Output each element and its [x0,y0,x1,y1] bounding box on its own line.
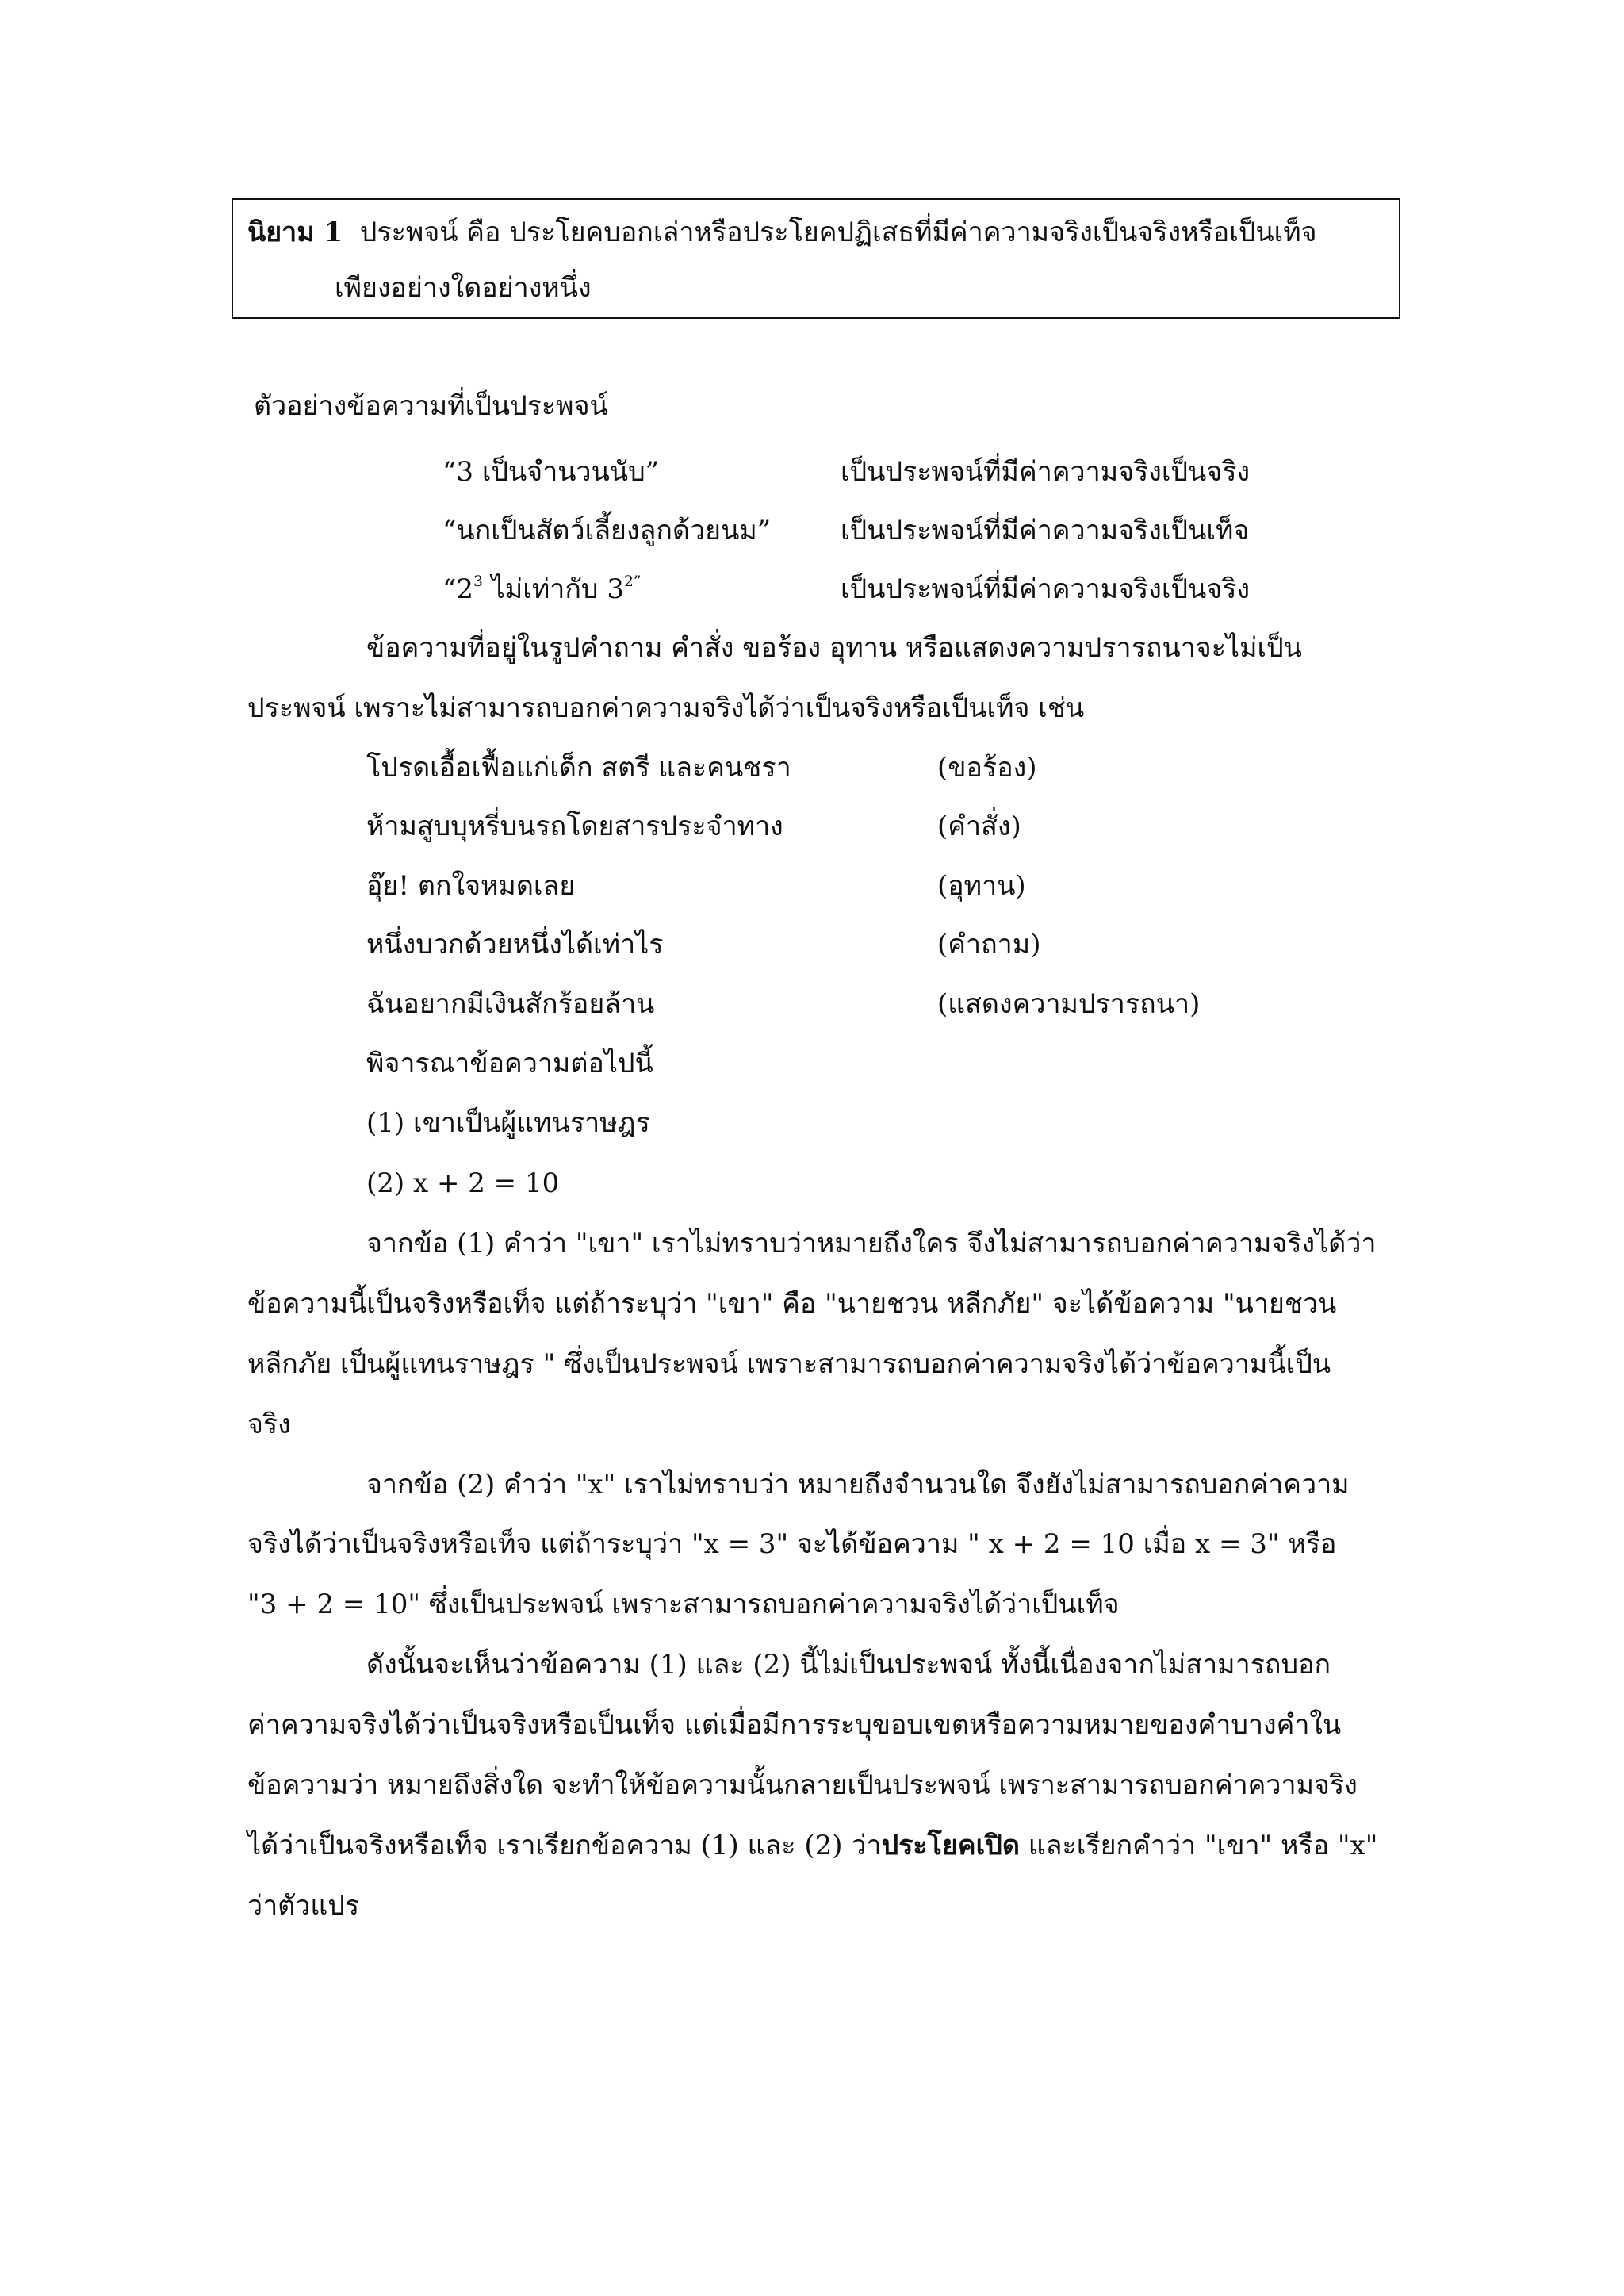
para4-line5: ว่าตัวแปร [247,1890,360,1922]
nonexample-text: ฉันอยากมีเงินสักร้อยล้าน [366,988,655,1020]
para3-line3: "3 + 2 = 10" ซึ่งเป็นประพจน์ เพราะสามารถบอกค่าความจริงได้ว่าเป็นเท็จ [247,1589,1120,1620]
example-statement-1: “3 เป็นจำนวนนับ” [442,456,660,488]
para4-line4-pre: ได้ว่าเป็นจริงหรือเท็จ เราเรียกข้อความ (1) และ (2) ว่า [247,1830,882,1861]
nonexample-type: (คำสั่ง) [937,811,1021,842]
nonexample-text: หนึ่งบวกด้วยหนึ่งได้เท่าไร [366,929,664,960]
definition-label: นิยาม 1 [247,217,343,248]
para2-line4: จริง [247,1409,291,1440]
para4-line3: ข้อความว่า หมายถึงสิ่งใด จะทำให้ข้อความนั้นกลายเป็นประพจน์ เพราะสามารถบอกค่าความจริง [247,1769,1358,1801]
para2-line3: หลีกภัย เป็นผู้แทนราษฎร " ซึ่งเป็นประพจน์ เพราะสามารถบอกค่าความจริงได้ว่าข้อความนี้เป็น [247,1348,1331,1380]
nonexample-type: (คำถาม) [937,929,1041,960]
definition-line-2: เพียงอย่างใดอย่างหนึ่ง [335,272,592,304]
consider-heading: พิจารณาข้อความต่อไปนี้ [366,1048,653,1079]
para2-line1: จากข้อ (1) คำว่า "เขา" เราไม่ทราบว่าหมายถึงใคร จึงไม่สามารถบอกค่าความจริงได้ว่า [366,1228,1377,1259]
example-verdict-2: เป็นประพจน์ที่มีค่าความจริงเป็นเท็จ [841,515,1250,546]
list-item: (2) x + 2 = 10 [366,1167,560,1199]
para1-line2: ประพจน์ เพราะไม่สามารถบอกค่าความจริงได้ว่าเป็นจริงหรือเป็นเท็จ เช่น [247,692,1085,724]
nonexample-text: ห้ามสูบบุหรี่บนรถโดยสารประจำทาง [366,811,783,842]
nonexample-type: (แสดงความปรารถนา) [937,988,1201,1020]
definition-line-1 [247,219,1317,246]
statement-part: ไม่เท่ากับ 3 [482,573,624,605]
para1-line1: ข้อความที่อยู่ในรูปคำถาม คำสั่ง ขอร้อง อุทาน หรือแสดงความปรารถนาจะไม่เป็น [366,632,1302,664]
para4-line1: ดังนั้นจะเห็นว่าข้อความ (1) และ (2) นี้ไม่เป็นประพจน์ ทั้งนี้เนื่องจากไม่สามารถบอก [366,1649,1331,1681]
examples-heading: ตัวอย่างข้อความที่เป็นประพจน์ [254,390,608,422]
open-sentence-term: ประโยคเปิด [881,1830,1020,1861]
exponent: 3 [473,573,483,591]
example-verdict-1: เป็นประพจน์ที่มีค่าความจริงเป็นจริง [841,456,1251,488]
definition-text: ประพจน์ คือ ประโยคบอกเล่าหรือประโยคปฏิเสธที่มีค่าความจริงเป็นจริงหรือเป็นเท็จ [359,217,1317,248]
nonexample-text: โปรดเอื้อเฟื้อแก่เด็ก สตรี และคนชรา [366,752,791,784]
exponent: 2” [623,573,642,591]
para4-line4 [247,1832,1377,1859]
statement-part: “2 [442,573,474,605]
para3-line1: จากข้อ (2) คำว่า "x" เราไม่ทราบว่า หมายถึงจำนวนใด จึงยังไม่สามารถบอกค่าความ [366,1469,1350,1501]
nonexample-type: (อุทาน) [937,870,1026,902]
para3-line2: จริงได้ว่าเป็นจริงหรือเท็จ แต่ถ้าระบุว่า "x = 3" จะได้ข้อความ " x + 2 = 10 เมื่อ x = 3" หรือ [247,1528,1337,1560]
para2-line2: ข้อความนี้เป็นจริงหรือเท็จ แต่ถ้าระบุว่า "เขา" คือ "นายชวน หลีกภัย" จะได้ข้อความ "นายชวน [247,1288,1337,1320]
example-verdict-3: เป็นประพจน์ที่มีค่าความจริงเป็นจริง [841,573,1251,605]
para4-line2: ค่าความจริงได้ว่าเป็นจริงหรือเป็นเท็จ แต่เมื่อมีการระบุขอบเขตหรือความหมายของคำบางคำใน [247,1709,1342,1741]
example-statement-2: “นกเป็นสัตว์เลี้ยงลูกด้วยนม” [442,515,772,546]
list-item: (1) เขาเป็นผู้แทนราษฎร [366,1107,650,1139]
nonexample-text: อุ๊ย! ตกใจหมดเลย [366,870,576,902]
para4-line4-post: และเรียกคำว่า "เขา" หรือ "x" [1019,1830,1378,1861]
nonexample-type: (ขอร้อง) [937,752,1037,784]
example-statement-3 [442,573,642,605]
